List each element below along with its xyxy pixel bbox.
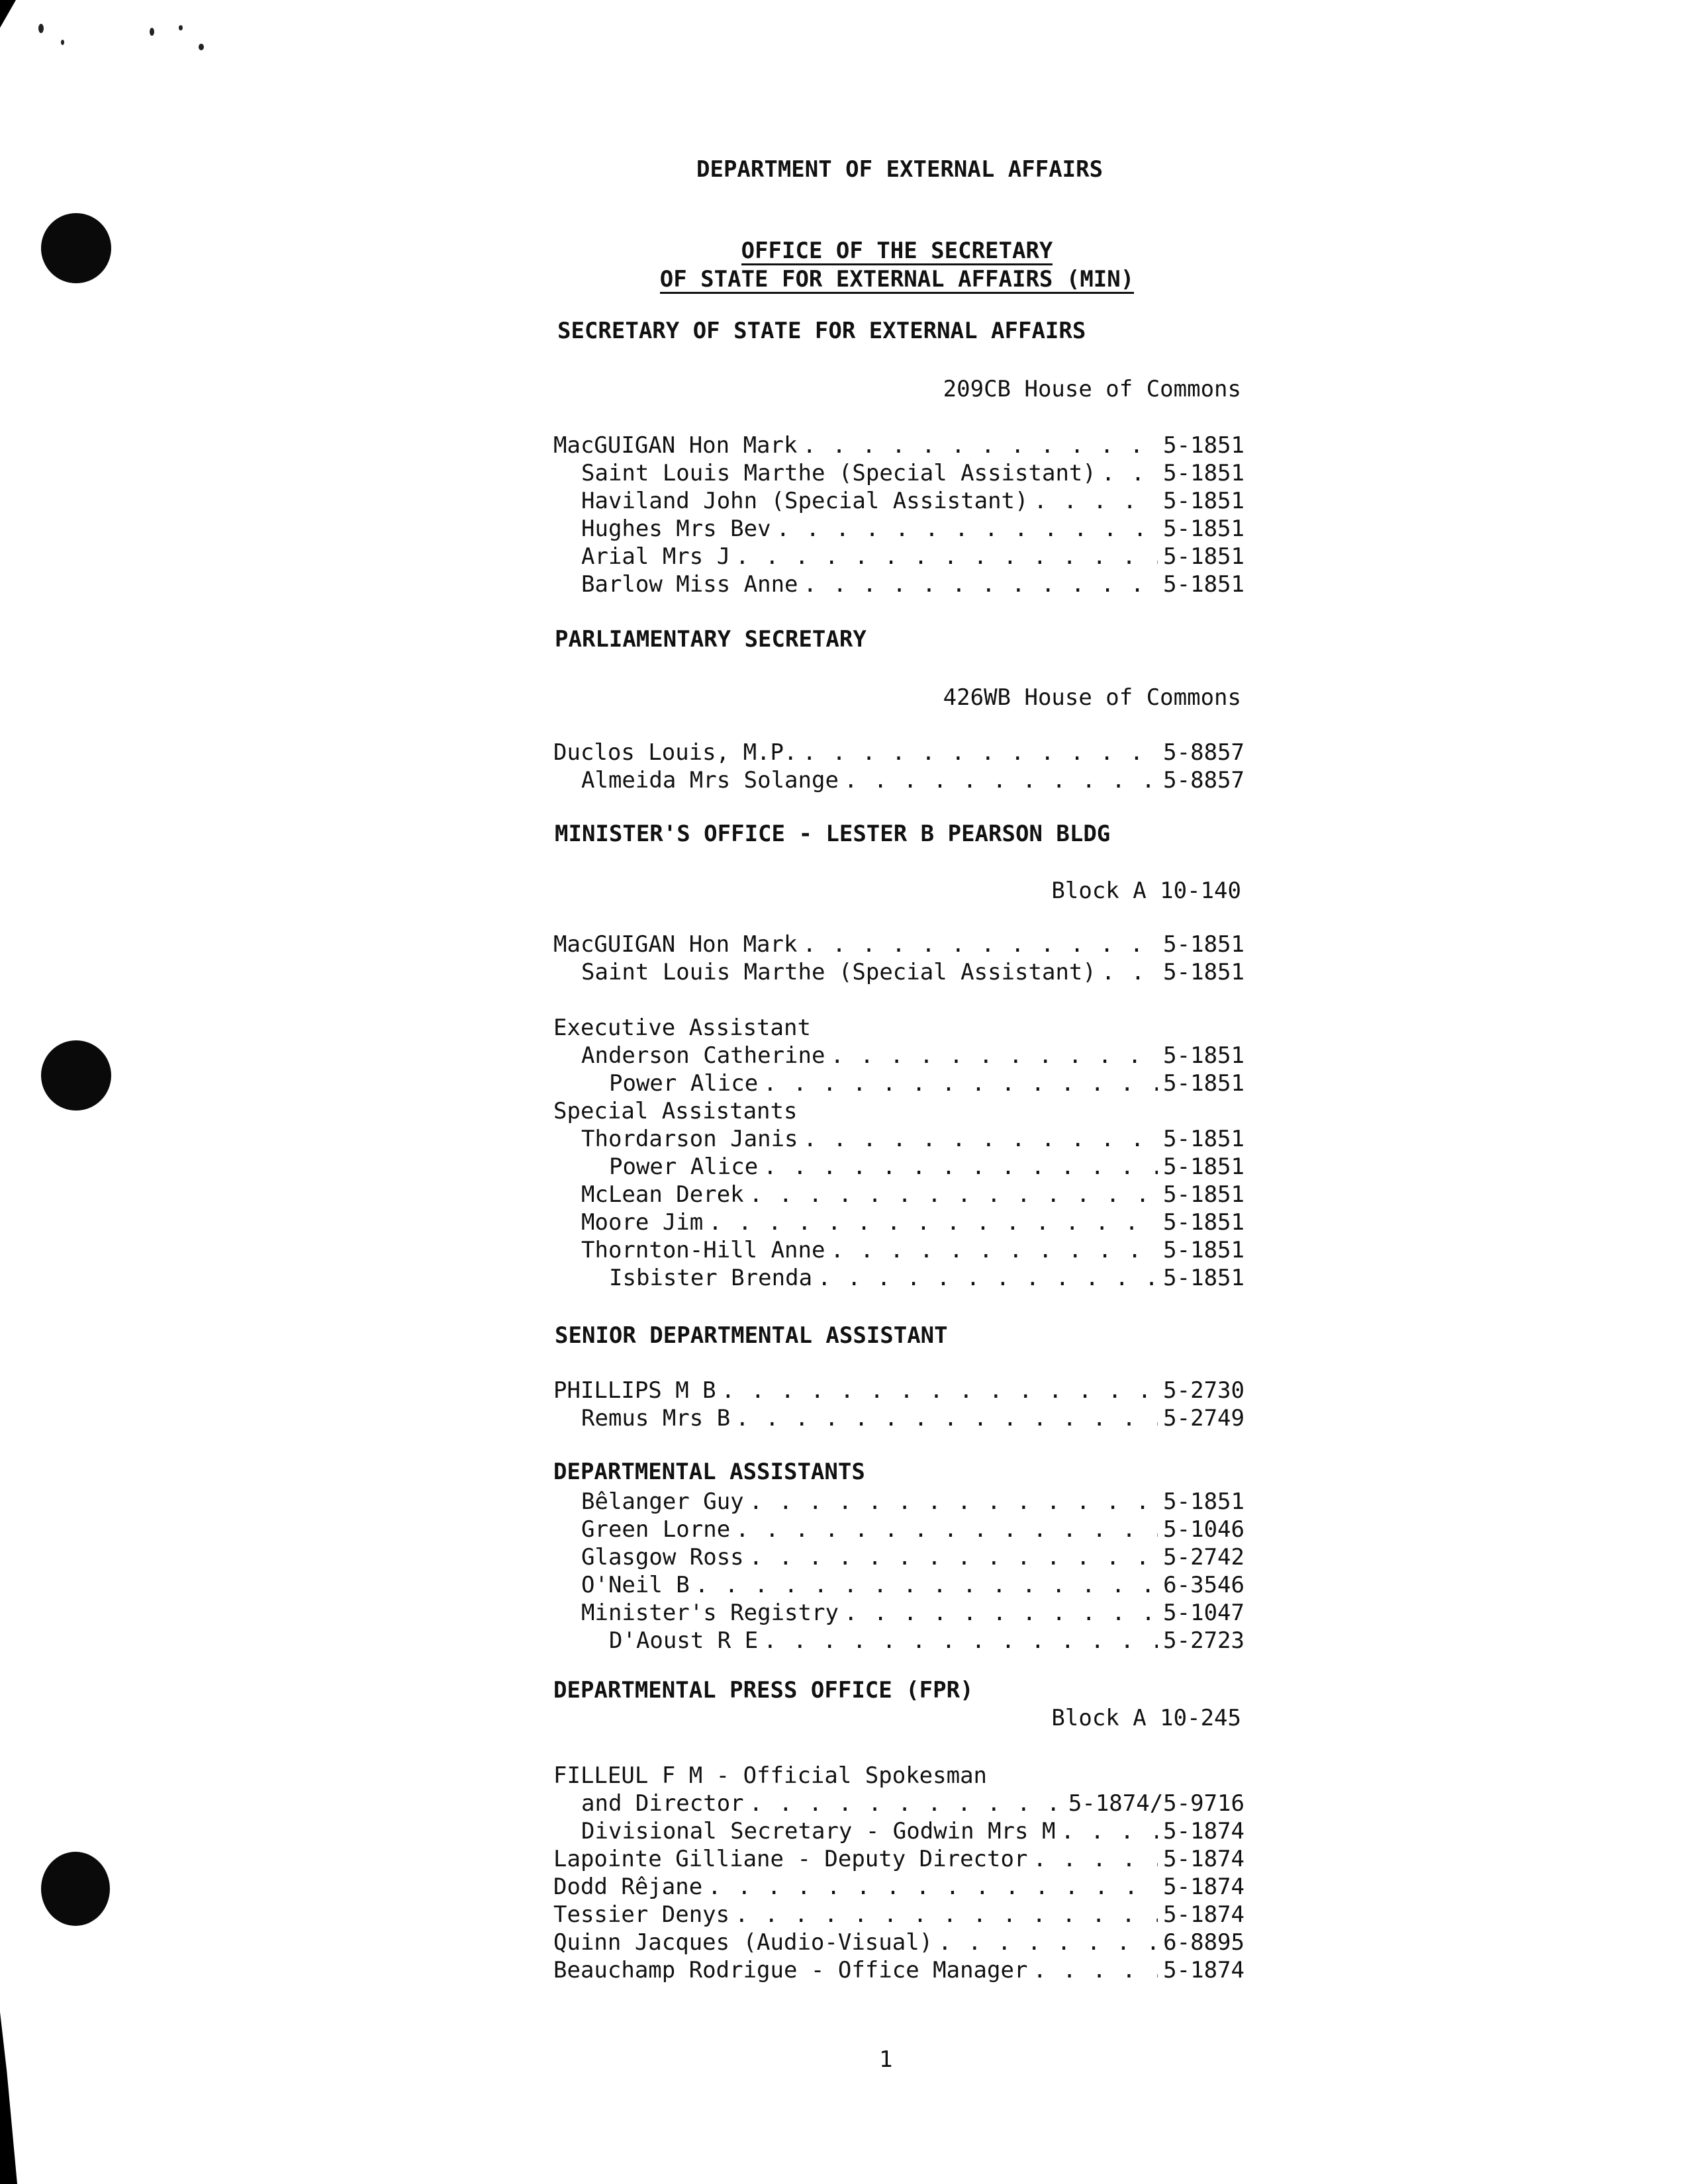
parliamentary-heading: PARLIAMENTARY SECRETARY: [555, 626, 867, 653]
list-item: Saint Louis Marthe (Special Assistant) . . . 5-1851: [553, 958, 1244, 986]
scan-speck: [61, 40, 64, 45]
senior-list: [553, 1377, 1244, 1432]
departmental-list: [553, 1488, 1244, 1655]
scan-speck: [150, 28, 154, 36]
punch-hole: [41, 1852, 110, 1926]
list-item: Tessier Denys . . . 5-1874: [553, 1901, 1244, 1929]
list-item: Moore Jim . . . 5-1851: [553, 1208, 1244, 1236]
departmental-heading: DEPARTMENTAL ASSISTANTS: [553, 1459, 865, 1485]
office-title: [635, 237, 1158, 294]
special-assistants-label: Special Assistants: [553, 1098, 798, 1124]
list-item: Isbister Brenda . . . 5-1851: [553, 1264, 1244, 1292]
list-item: Thornton-Hill Anne . . . 5-1851: [553, 1236, 1244, 1264]
department-title: DEPARTMENT OF EXTERNAL AFFAIRS: [696, 156, 1103, 183]
punch-hole: [41, 1040, 111, 1111]
list-item: Divisional Secretary - Godwin Mrs M . . . 5-1874: [553, 1817, 1244, 1845]
list-item: Hughes Mrs Bev . . . 5-1851: [553, 515, 1244, 543]
list-item: and Director . . . 5-1874/5-9716: [553, 1790, 1244, 1817]
list-item: Bêlanger Guy . . . 5-1851: [553, 1488, 1244, 1516]
list-item: Barlow Miss Anne . . . 5-1851: [553, 570, 1244, 598]
executive-assistant-label: Executive Assistant: [553, 1015, 811, 1041]
list-item: Duclos Louis, M.P. . . . 5-8857: [553, 739, 1244, 766]
list-item: O'Neil B . . . 6-3546: [553, 1571, 1244, 1599]
senior-heading: SENIOR DEPARTMENTAL ASSISTANT: [555, 1322, 948, 1349]
scan-speck: [179, 25, 183, 30]
press-location: Block A 10-245: [1051, 1705, 1241, 1731]
scan-corner-mark: [0, 0, 16, 28]
secretary-list: [553, 432, 1244, 598]
list-item: Arial Mrs J . . . 5-1851: [553, 543, 1244, 570]
minister-list: [553, 931, 1244, 1292]
scan-edge-mark: [0, 2012, 17, 2184]
list-item: Green Lorne . . . 5-1046: [553, 1516, 1244, 1543]
minister-heading: MINISTER'S OFFICE - LESTER B PEARSON BLDG: [555, 821, 1111, 847]
press-list: [553, 1762, 1244, 1984]
list-item: Beauchamp Rodrigue - Office Manager . . . 5-1874: [553, 1956, 1244, 1984]
list-item: Power Alice . . . 5-1851: [553, 1153, 1244, 1181]
list-item: Glasgow Ross . . . 5-2742: [553, 1543, 1244, 1571]
list-item: Saint Louis Marthe (Special Assistant) . . . 5-1851: [553, 459, 1244, 487]
secretary-heading: SECRETARY OF STATE FOR EXTERNAL AFFAIRS: [557, 318, 1086, 344]
punch-hole: [41, 213, 111, 283]
page-number: 1: [879, 2046, 893, 2073]
parliamentary-list: [553, 739, 1244, 794]
office-title-line1: OFFICE OF THE SECRETARY: [741, 238, 1053, 264]
list-item: Lapointe Gilliane - Deputy Director . . . 5-1874: [553, 1845, 1244, 1873]
list-item: Dodd Rêjane . . . 5-1874: [553, 1873, 1244, 1901]
list-item: Anderson Catherine . . . 5-1851: [553, 1042, 1244, 1069]
secretary-location: 209CB House of Commons: [943, 376, 1241, 402]
list-item: Quinn Jacques (Audio-Visual) . . . 6-8895: [553, 1929, 1244, 1956]
list-item: Haviland John (Special Assistant) . . . 5-1851: [553, 487, 1244, 515]
scan-speck: [38, 24, 44, 33]
list-item: Thordarson Janis . . . 5-1851: [553, 1125, 1244, 1153]
list-item: PHILLIPS M B . . . 5-2730: [553, 1377, 1244, 1404]
list-item: MacGUIGAN Hon Mark . . . 5-1851: [553, 432, 1244, 459]
office-title-line2: OF STATE FOR EXTERNAL AFFAIRS (MIN): [659, 266, 1135, 293]
list-item: Remus Mrs B . . . 5-2749: [553, 1404, 1244, 1432]
scan-speck: [199, 44, 204, 50]
list-item: McLean Derek . . . 5-1851: [553, 1181, 1244, 1208]
press-heading: DEPARTMENTAL PRESS OFFICE (FPR): [553, 1677, 974, 1704]
list-item: Almeida Mrs Solange . . . 5-8857: [553, 766, 1244, 794]
list-item: Power Alice . . . 5-1851: [553, 1069, 1244, 1097]
filleul-line: FILLEUL F M - Official Spokesman: [553, 1762, 988, 1789]
list-item: Minister's Registry . . . 5-1047: [553, 1599, 1244, 1627]
parliamentary-location: 426WB House of Commons: [943, 684, 1241, 711]
list-item: MacGUIGAN Hon Mark . . . 5-1851: [553, 931, 1244, 958]
minister-location: Block A 10-140: [1051, 878, 1241, 904]
list-item: D'Aoust R E . . . 5-2723: [553, 1627, 1244, 1655]
